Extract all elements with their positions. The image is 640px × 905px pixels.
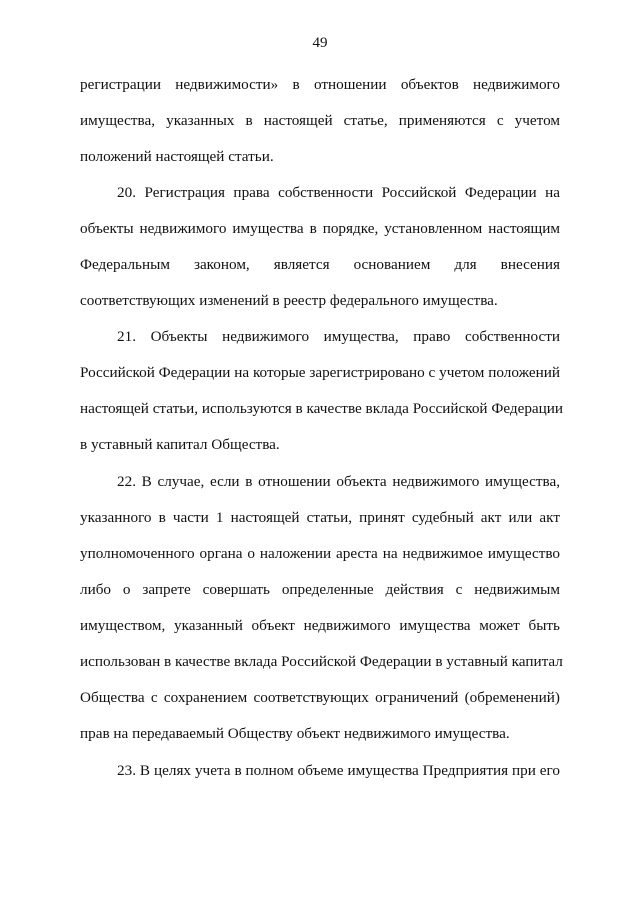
text-line: имуществом, указанный объект недвижимого имущества может быть bbox=[80, 617, 560, 634]
paragraph-23-first-line: 23. В целях учета в полном объеме имущества Предприятия при его bbox=[117, 762, 560, 779]
text-line: Общества с сохранением соответствующих ограничений (обременений) bbox=[80, 689, 560, 706]
text-line: положений настоящей статьи. bbox=[80, 148, 274, 165]
paragraph-21-first-line: 21. Объекты недвижимого имущества, право собственности bbox=[117, 328, 560, 345]
text-line: имущества, указанных в настоящей статье, применяются с учетом bbox=[80, 112, 560, 129]
text-line: прав на передаваемый Обществу объект недвижимого имущества. bbox=[80, 725, 510, 742]
paragraph-22-first-line: 22. В случае, если в отношении объекта недвижимого имущества, bbox=[117, 473, 560, 490]
text-line: объекты недвижимого имущества в порядке, установленном настоящим bbox=[80, 220, 560, 237]
text-line: настоящей статьи, используются в качестве вклада Российской Федерации bbox=[80, 400, 564, 417]
text-line: соответствующих изменений в реестр федерального имущества. bbox=[80, 292, 498, 309]
text-line: указанного в части 1 настоящей статьи, принят судебный акт или акт bbox=[80, 509, 560, 526]
paragraph-20-first-line: 20. Регистрация права собственности Российской Федерации на bbox=[117, 184, 560, 201]
text-line: либо о запрете совершать определенные действия с недвижимым bbox=[80, 581, 560, 598]
text-line: в уставный капитал Общества. bbox=[80, 436, 280, 453]
text-line: Российской Федерации на которые зарегистрировано с учетом положений bbox=[80, 364, 560, 381]
text-line: уполномоченного органа о наложении ареста на недвижимое имущество bbox=[80, 545, 560, 562]
page-number: 49 bbox=[312, 35, 328, 51]
text-line: использован в качестве вклада Российской Федерации в уставный капитал bbox=[80, 653, 563, 670]
text-line: регистрации недвижимости» в отношении объектов недвижимого bbox=[80, 76, 560, 93]
text-line: Федеральным законом, является основанием для внесения bbox=[80, 256, 560, 273]
